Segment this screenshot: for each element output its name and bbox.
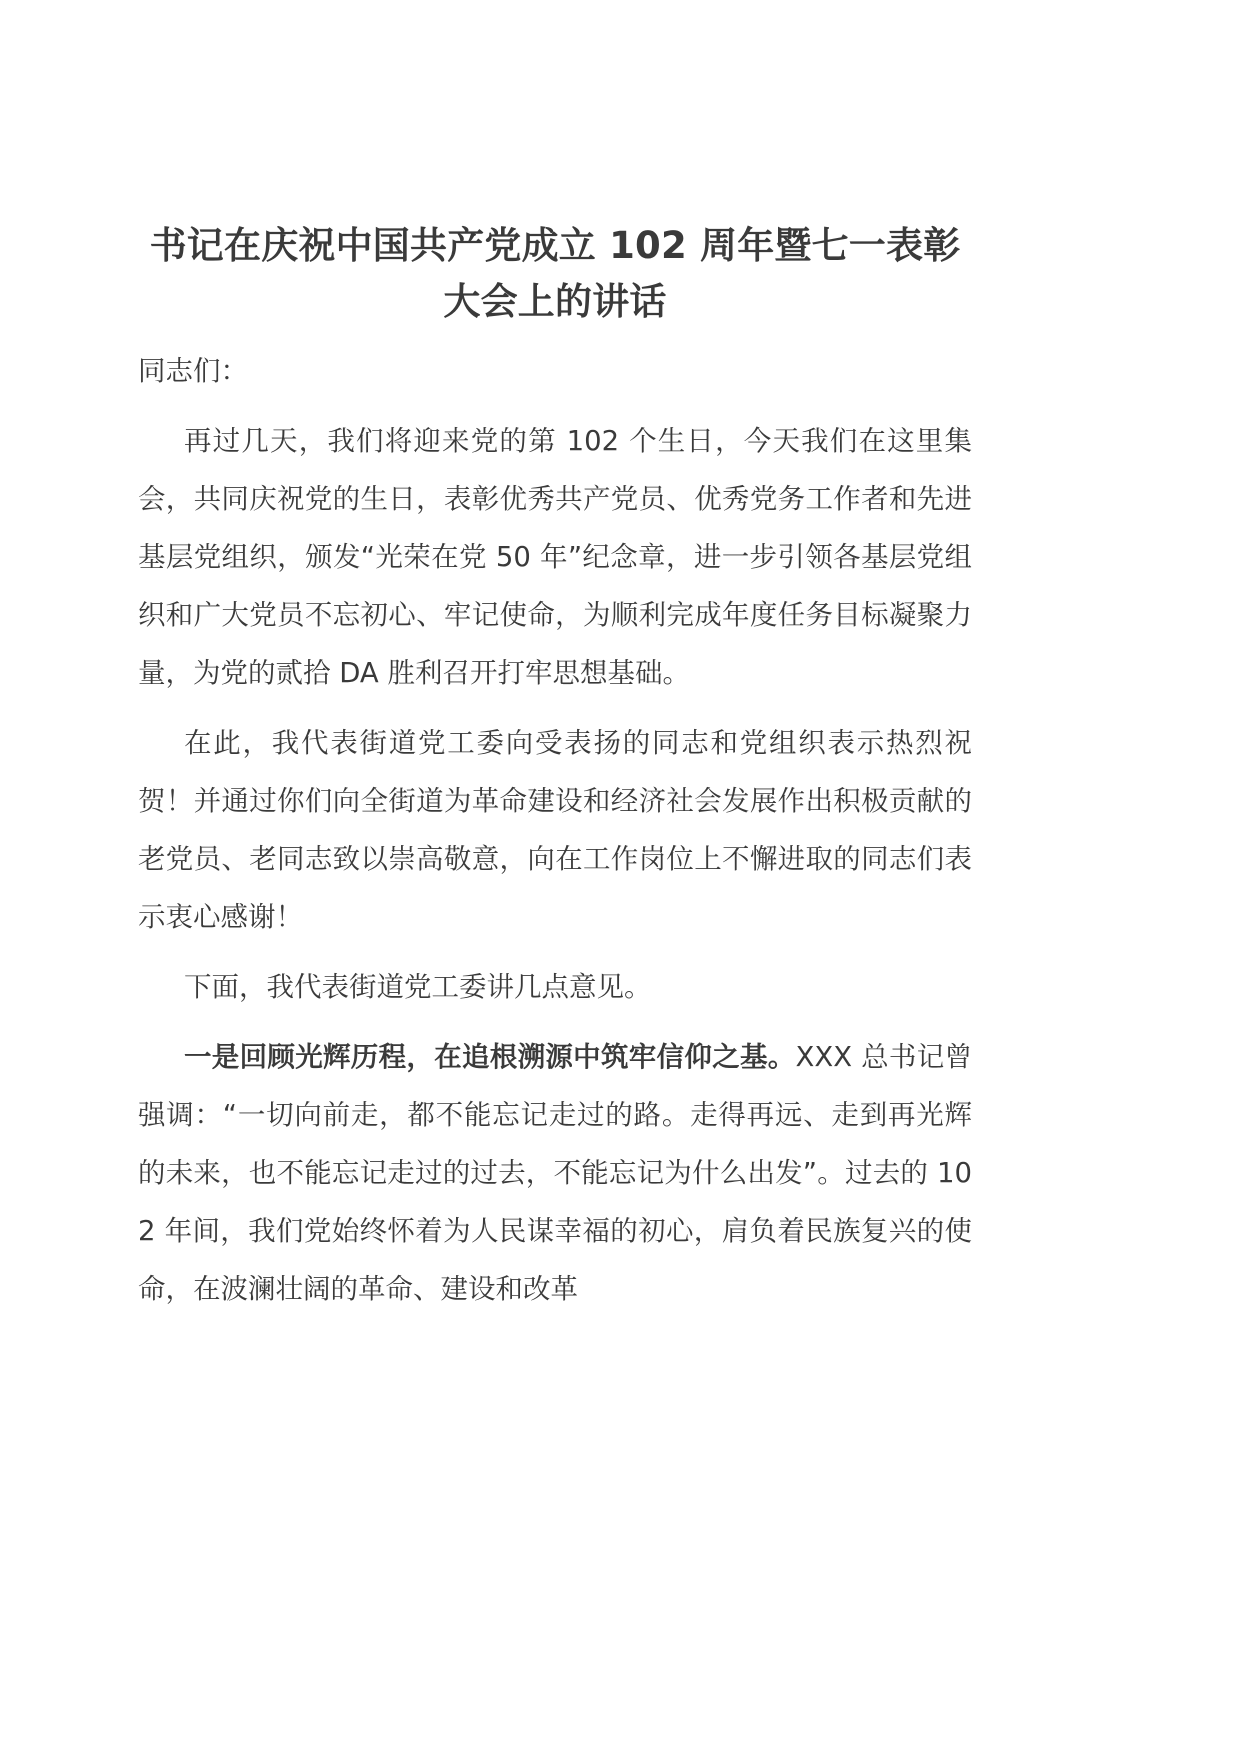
- paragraph-4-lead-heading: 一是回顾光辉历程，在追根溯源中筑牢信仰之基。: [184, 1041, 796, 1073]
- paragraph-2-text: 在此，我代表街道党工委向受表扬的同志和党组织表示热烈祝贺！并通过你们向全街道为革命建设和经济社会发展作出积极贡献的老党员、老同志致以崇高敬意，向在工作岗位上不懈进取的同志们表示衷心感谢！: [138, 727, 972, 933]
- paragraph-3: [138, 958, 972, 1016]
- paragraph-2: [138, 714, 972, 946]
- salutation: 同志们：: [138, 355, 248, 387]
- paragraph-3-text: 下面，我代表街道党工委讲几点意见。: [184, 971, 652, 1003]
- paragraph-4: [138, 1028, 972, 1318]
- paragraph-1-text: 再过几天，我们将迎来党的第 102 个生日，今天我们在这里集会，共同庆祝党的生日，表彰优秀共产党员、优秀党务工作者和先进基层党组织，颁发“光荣在党 50 年”纪念章，进一步引领各基层党组织和广大党员不忘初心、牢记使命，为顺利完成年度任务目标凝聚力量，为党的贰拾 DA 胜利召开打牢思想基础。: [138, 425, 972, 689]
- paragraph-1: [138, 412, 972, 702]
- document-title: 书记在庆祝中国共产党成立 102 周年暨七一表彰大会上的讲话: [149, 224, 961, 323]
- document-body: [138, 218, 972, 1318]
- paragraph-4-text: XXX 总书记曾强调：“一切向前走，都不能忘记走过的路。走得再远、走到再光辉的未来，也不能忘记走过的过去，不能忘记为什么出发”。过去的 102 年间，我们党始终怀着为人民谋幸福的初心，肩负着民族复兴的使命，在波澜壮阔的革命、建设和改革: [138, 1041, 972, 1305]
